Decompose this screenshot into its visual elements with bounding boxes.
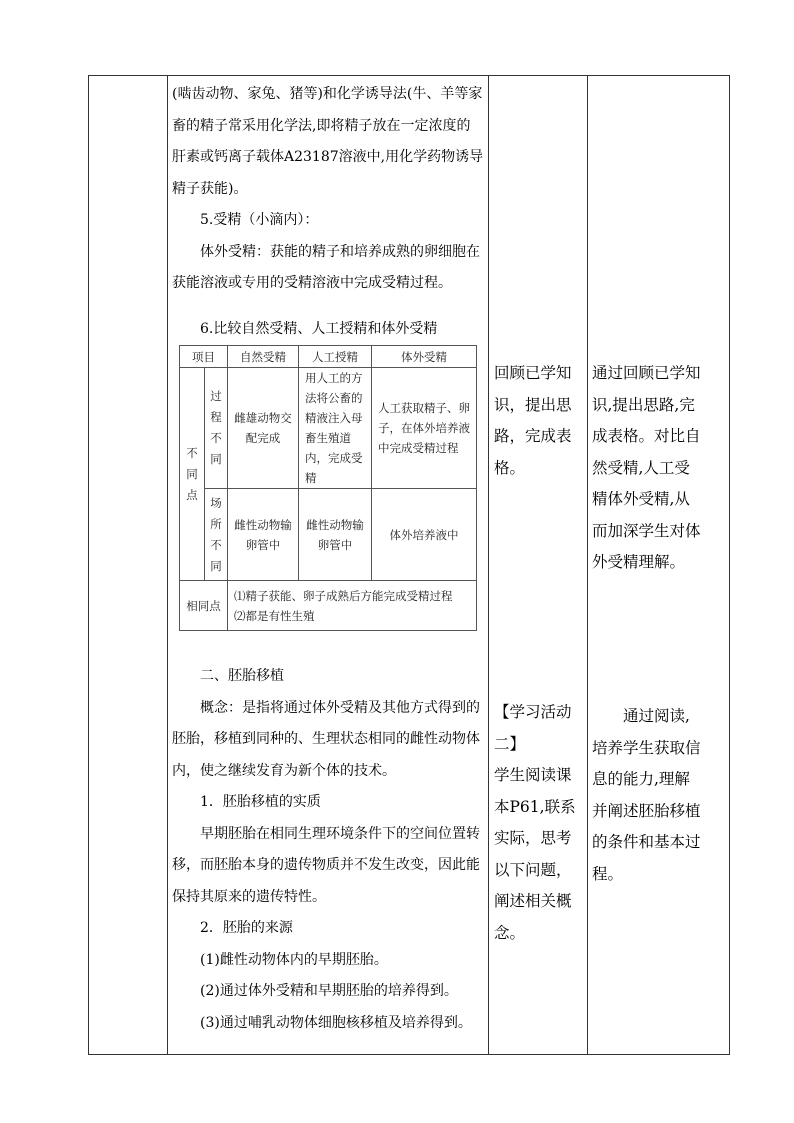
same-label: 相同点 xyxy=(180,581,228,631)
source-item-3: (3)通过哺乳动物体细胞核移植及培养得到。 xyxy=(200,1014,472,1031)
fertilization-heading: 5.受精（小滴内）： xyxy=(200,212,319,228)
essence-heading: 1．胚胎移植的实质 xyxy=(200,794,321,810)
embryo-transfer-heading: 二、胚胎移植 xyxy=(200,668,284,684)
column-divider-2 xyxy=(488,75,489,1055)
capacitation-paragraph: (啮齿动物、家兔、猪等)和化学诱导法(牛、羊等家畜的精子常采用化学法,即将精子放在一定浓度的肝素或钙离子载体A23187溶液中,用化学药物诱导精子获能)。 xyxy=(172,86,484,197)
process-artificial: 用人工的方法将公畜的精液注入母畜生殖道内，完成受精 xyxy=(299,368,372,489)
design-intent-1: 通过回顾已学知识,提出思路,完成表格。对比自然受精,人工受精体外受精,从而加深学生对体外受精理解。 xyxy=(592,364,701,571)
student-activity-two xyxy=(494,697,584,949)
place-invitro: 体外培养液中 xyxy=(372,489,477,581)
same-point-2: ⑵都是有性生殖 xyxy=(234,608,315,623)
embryo-transfer-concept: 概念：是指将通过体外受精及其他方式得到的胚胎，移植到同种的、生理状态相同的雌性动物体内，使之继续发育为新个体的技术。 xyxy=(172,699,480,779)
header-item: 项目 xyxy=(180,346,228,368)
diff-label: 不同点 xyxy=(180,368,205,581)
embryo-transfer-section xyxy=(172,661,484,1039)
source-heading: 2．胚胎的来源 xyxy=(200,920,293,936)
source-item-1: (1)雌性动物体内的早期胚胎。 xyxy=(200,951,388,968)
header-invitro: 体外受精 xyxy=(372,346,477,368)
header-natural: 自然受精 xyxy=(228,346,299,368)
place-artificial: 雌性动物输卵管中 xyxy=(299,489,372,581)
essence-text: 早期胚胎在相同生理环境条件下的空间位置转移，而胚胎本身的遗传物质并不发生改变，因此能保持其原来的遗传特性。 xyxy=(172,825,480,905)
process-natural: 雌雄动物交配完成 xyxy=(228,368,299,489)
design-intent-2: 通过阅读,培养学生获取信息的能力,理解并阐述胚胎移植的条件和基本过程。 xyxy=(592,707,701,883)
content-column xyxy=(172,79,484,345)
comparison-heading: 6.比较自然受精、人工授精和体外受精 xyxy=(200,320,438,337)
student-activity-review: 回顾已学知识，提出思路，完成表格。 xyxy=(494,364,572,477)
source-item-2: (2)通过体外受精和早期胚胎的培养得到。 xyxy=(200,983,458,999)
process-invitro: 人工获取精子、卵子，在体外培养液中完成受精过程 xyxy=(372,368,477,489)
process-label: 过程不同 xyxy=(205,368,228,489)
same-content xyxy=(228,581,477,631)
place-natural: 雌性动物输卵管中 xyxy=(228,489,299,581)
header-artificial: 人工授精 xyxy=(299,346,372,368)
activity-title: 【学习活动二】 xyxy=(494,703,572,753)
place-label: 场所不同 xyxy=(205,489,228,581)
column-divider-1 xyxy=(167,75,168,1055)
comparison-table xyxy=(179,345,477,631)
fertilization-text: 体外受精：获能的精子和培养成熟的卵细胞在获能溶液或专用的受精溶液中完成受精过程。 xyxy=(172,243,480,291)
same-point-1: ⑴精子获能、卵子成熟后方能完成受精过程 xyxy=(234,588,453,603)
column-divider-3 xyxy=(587,75,588,1055)
activity-text: 学生阅读课本P61,联系实际，思考以下问题，阐述相关概念。 xyxy=(494,766,576,942)
